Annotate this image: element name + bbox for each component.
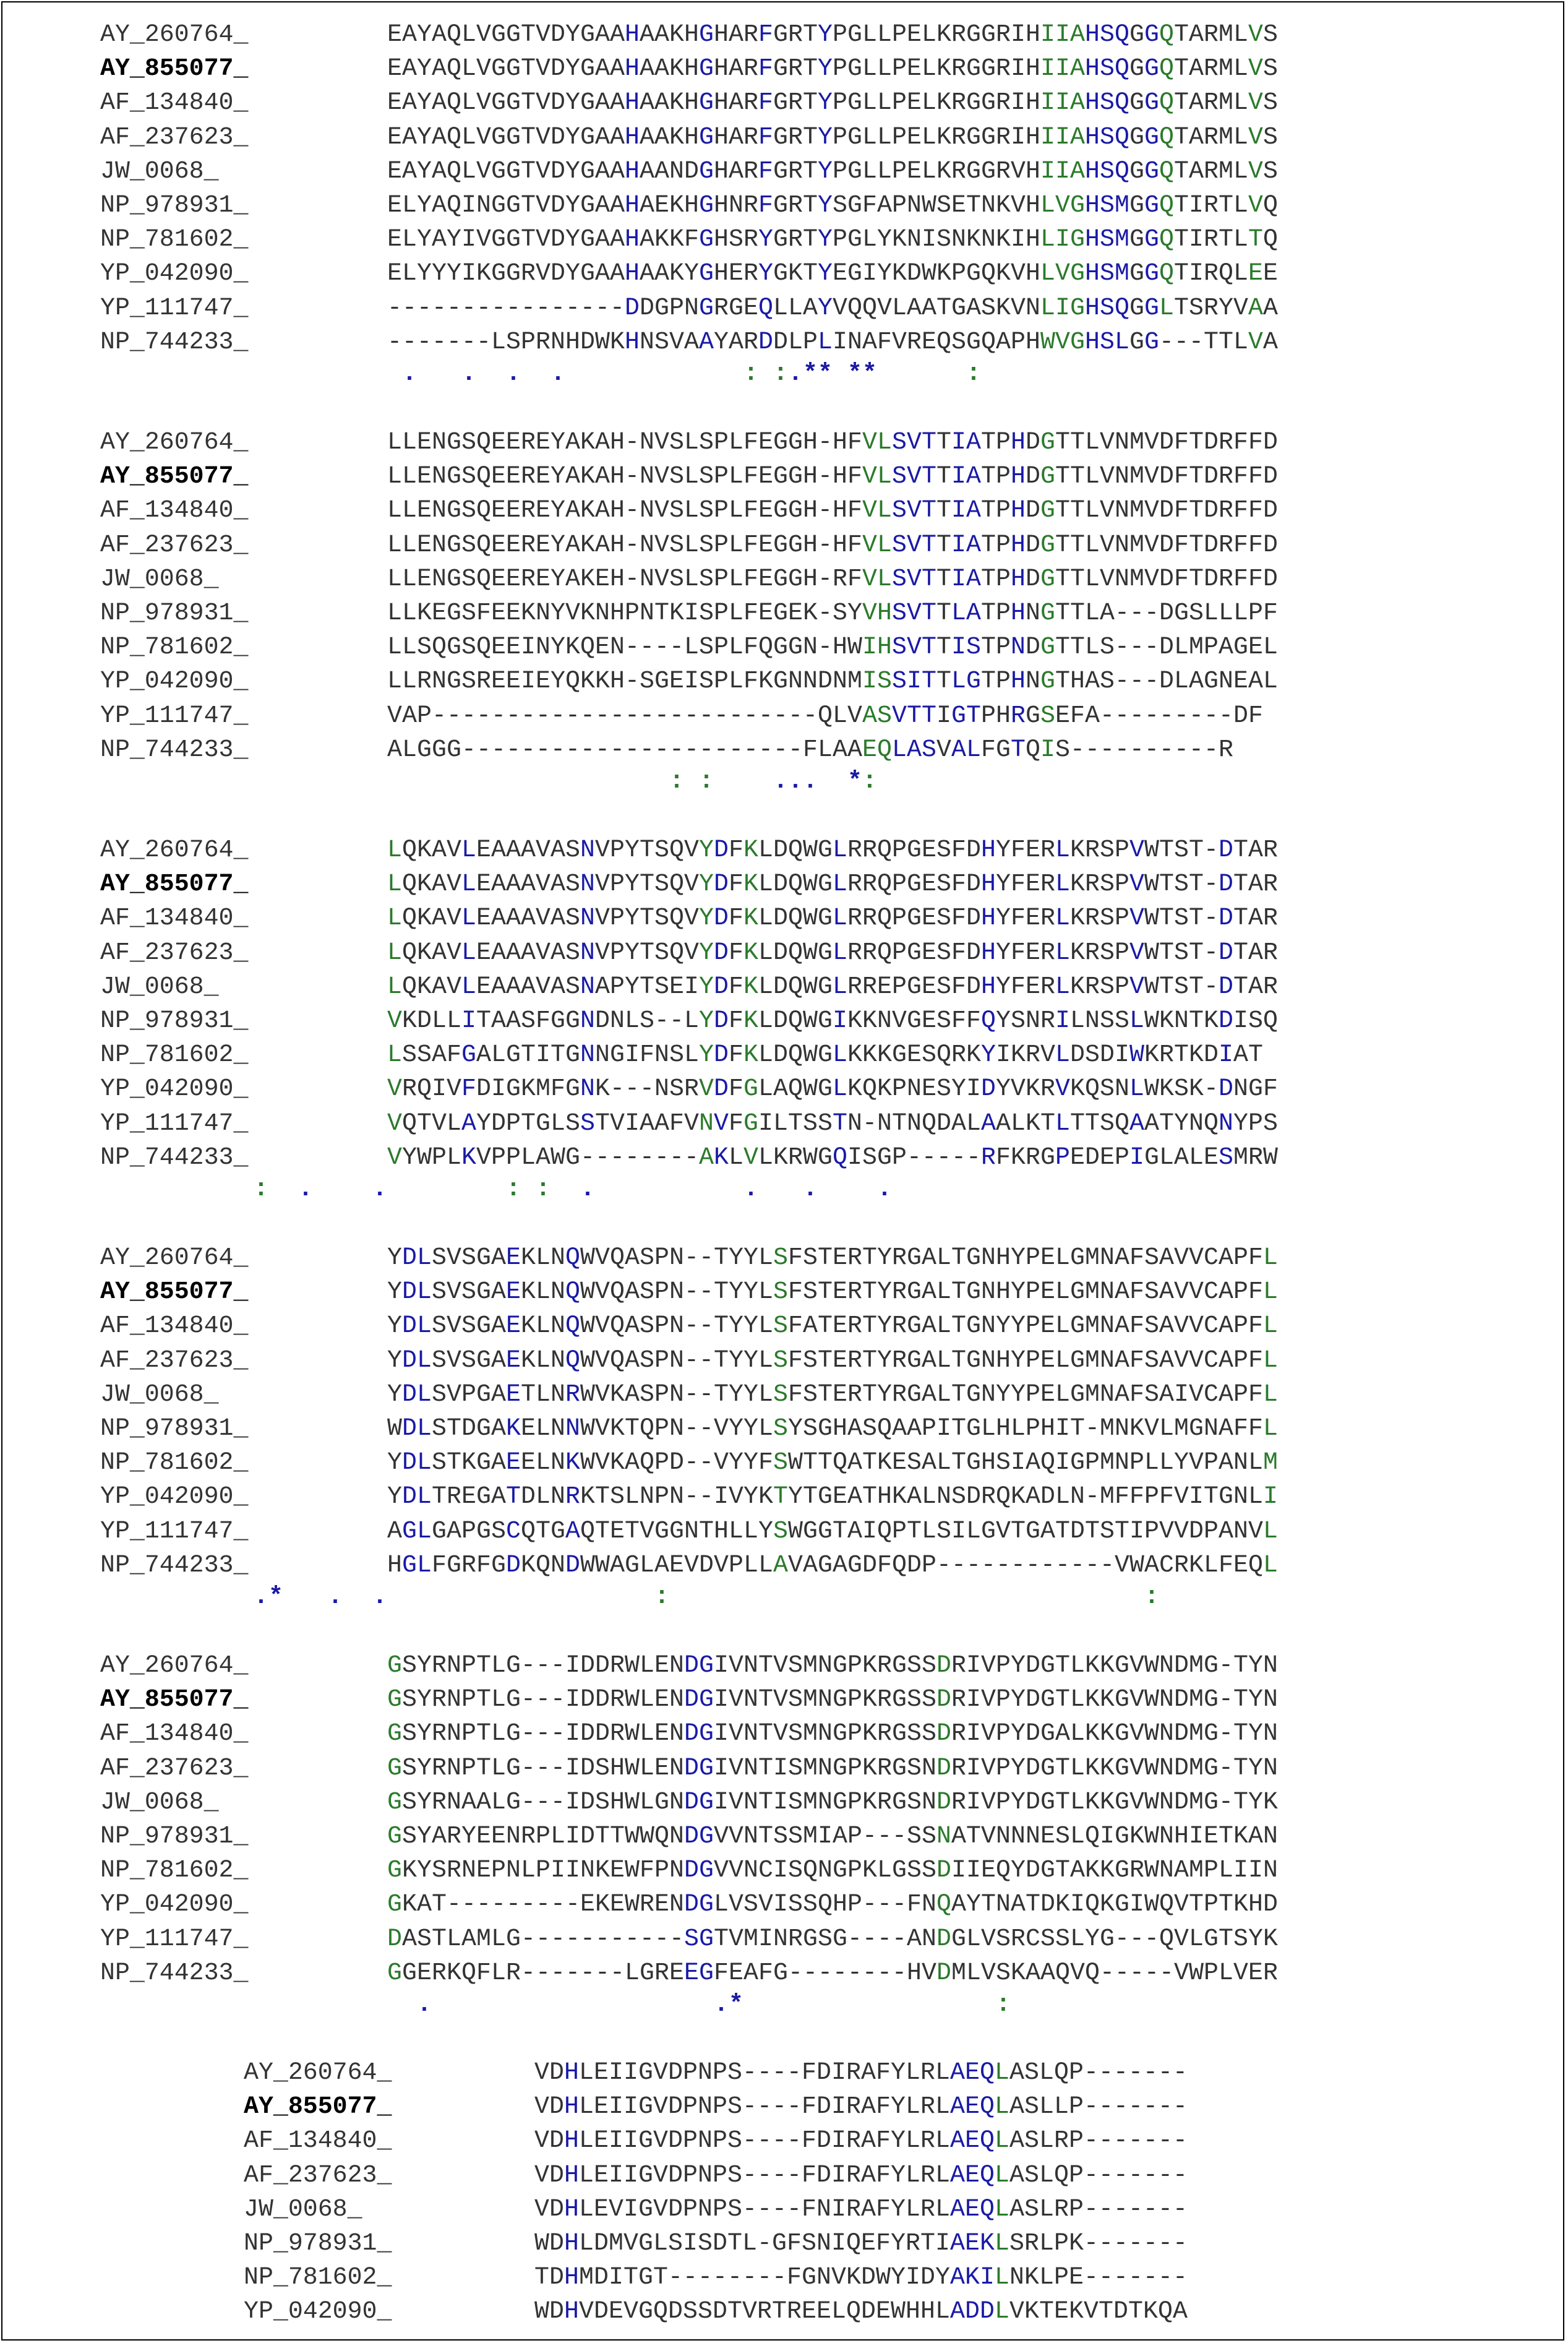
sequence-id: YP_042090_	[100, 1075, 249, 1103]
sequence-residues: LQKAVLEAAAVASNVPYTSQVYDFKLDQWGLRRQPGESFDHYFERLKRSPVWTST-DTAR	[387, 938, 1278, 966]
sequence-row	[2, 1445, 1561, 1480]
sequence-row	[2, 867, 1561, 901]
sequence-residues: GKAT---------EKEWRENDGLVSVISSQHP---FNQAYTNATDKIQKGIWQVTPTKHD	[387, 1890, 1278, 1919]
sequence-id: AY_260764_	[100, 1244, 249, 1271]
sequence-id: NP_781602_	[100, 633, 249, 661]
sequence-row	[2, 1648, 1561, 1683]
sequence-row	[2, 325, 1561, 359]
sequence-residues: LQKAVLEAAAVASNVPYTSQVYDFKLDQWGLRRQPGESFDHYFERLKRSPVWTST-DTAR	[387, 836, 1278, 864]
sequence-residues: -------LSPRNHDWKHNSVAAYARDDLPLINAFVREQSGQAPHWVGHSLGG---TTLVA	[387, 327, 1278, 356]
sequence-id: AY_855077_	[100, 462, 249, 491]
sequence-id: NP_781602_	[244, 2263, 392, 2292]
sequence-id: AF_134840_	[100, 496, 249, 525]
sequence-row	[2, 1887, 1561, 1922]
sequence-row	[2, 833, 1561, 867]
sequence-row	[2, 291, 1561, 325]
sequence-row	[2, 1343, 1561, 1378]
sequence-id: NP_781602_	[100, 1856, 249, 1885]
sequence-id: NP_781602_	[100, 1041, 249, 1069]
sequence-row	[2, 1716, 1561, 1751]
consensus-line: : : ... *:	[669, 767, 877, 795]
sequence-residues: EAYAQLVGGTVDYGAAHAAKHGHARFGRTYPGLLPELKRGGRIHIIAHSQGGQTARMLVS	[387, 20, 1278, 48]
sequence-row	[2, 1038, 1561, 1072]
sequence-residues: LLENGSQEEREYAKAH-NVSLSPLFEGGH-HFVLSVTTIATPHDGTTLVNMVDFTDRFFD	[387, 530, 1278, 559]
sequence-row	[2, 1275, 1561, 1309]
sequence-row	[2, 1140, 1561, 1175]
sequence-row	[2, 2055, 1561, 2090]
sequence-row	[2, 1072, 1561, 1106]
sequence-residues: LLENGSQEEREYAKAH-NVSLSPLFEGGH-HFVLSVTTIATPHDGTTLVNMVDFTDRFFD	[387, 428, 1278, 456]
sequence-id: AY_855077_	[100, 870, 249, 898]
sequence-id: AF_237623_	[100, 1346, 249, 1374]
sequence-residues: GSYRNPTLG---IDSHWLENDGIVNTISMNGPKRGSNDRIVPYDGTLKKGVWNDMG-TYN	[387, 1753, 1278, 1782]
sequence-residues: GSYRNPTLG---IDDRWLENDGIVNTVSMNGPKRGSSDRIVPYDGTLKKGVWNDMG-TYN	[387, 1685, 1278, 1714]
sequence-residues: LLENGSQEEREYAKAH-NVSLSPLFEGGH-HFVLSVTTIATPHDGTTLVNMVDFTDRFFD	[387, 462, 1278, 491]
sequence-id: NP_978931_	[100, 191, 249, 219]
sequence-id: JW_0068_	[100, 157, 219, 185]
sequence-id: YP_111747_	[100, 1924, 249, 1953]
sequence-row	[2, 120, 1561, 155]
sequence-id: NP_781602_	[100, 1448, 249, 1477]
sequence-residues: ELYAYIVGGTVDYGAAHAKKFGHSRYGRTYPGLYKNISNKNKIHLIGHSMGGQTIRTLTQ	[387, 225, 1278, 254]
sequence-row	[2, 733, 1561, 767]
sequence-residues: VDHLEIIGVDPNPS----FDIRAFYLRLAEQLASLQP-------	[534, 2058, 1188, 2086]
sequence-residues: GSYRNPTLG---IDDRWLENDGIVNTVSMNGPKRGSSDRIVPYDGTLKKGVWNDMG-TYN	[387, 1651, 1278, 1679]
consensus-line: .* . . : :	[254, 1583, 1159, 1610]
sequence-residues: YDLSVSGAEKLNQWVQASPN--TYYLSFSTERTYRGALTGNHYPELGMNAFSAVVCAPFL	[387, 1278, 1278, 1306]
sequence-id: NP_781602_	[100, 225, 249, 254]
sequence-row	[2, 1785, 1561, 1820]
sequence-row	[2, 664, 1561, 699]
sequence-row	[2, 425, 1561, 460]
sequence-residues: VQTVLAYDPTGLSSTVIAAFVNVFGILTSSTN-NTNQDALAALKTLTTSQAATYNQNYPS	[387, 1109, 1278, 1137]
sequence-row	[2, 1956, 1561, 1990]
sequence-row	[2, 188, 1561, 223]
sequence-row	[2, 1514, 1561, 1549]
sequence-id: AY_855077_	[100, 1278, 249, 1306]
sequence-row	[2, 2226, 1561, 2261]
sequence-id: YP_042090_	[100, 1890, 249, 1919]
sequence-id: AF_134840_	[100, 904, 249, 932]
sequence-id: YP_111747_	[100, 1109, 249, 1137]
sequence-row	[2, 969, 1561, 1004]
sequence-id: AF_237623_	[100, 530, 249, 559]
sequence-id: YP_042090_	[244, 2297, 392, 2326]
sequence-id: AF_134840_	[100, 1719, 249, 1748]
sequence-id: AY_260764_	[100, 1651, 249, 1679]
sequence-residues: YDLSVSGAEKLNQWVQASPN--TYYLSFATERTYRGALTGNYYPELGMNAFSAVVCAPFL	[387, 1312, 1278, 1340]
sequence-residues: EAYAQLVGGTVDYGAAHAAKHGHARFGRTYPGLLPELKRGGRIHIIAHSQGGQTARMLVS	[387, 54, 1278, 83]
sequence-row	[2, 528, 1561, 562]
sequence-residues: HGLFGRFGDKQNDWWAGLAEVDVPLLAVAGAGDFQDP------------VWACRKLFEQL	[387, 1550, 1278, 1579]
sequence-id: AF_134840_	[244, 2126, 392, 2155]
sequence-residues: VRQIVFDIGKMFGNK---NSRVDFGLAQWGLKQKPNESYIDYVKRVKQSNLWKSK-DNGF	[387, 1075, 1278, 1103]
sequence-id: NP_978931_	[244, 2229, 392, 2257]
sequence-id: JW_0068_	[100, 1787, 219, 1816]
sequence-residues: VDHLEIIGVDPNPS----FDIRAFYLRLAEQLASLQP-------	[534, 2160, 1188, 2189]
sequence-id: AY_855077_	[100, 1685, 249, 1714]
sequence-residues: YDLSTKGAEELNKWVKAQPD--VYYFSWTTQATKESALTGHSIAQIGPMNPLLYVPANLM	[387, 1448, 1278, 1477]
sequence-id: NP_978931_	[100, 1822, 249, 1850]
sequence-residues: LQKAVLEAAAVASNVPYTSQVYDFKLDQWGLRRQPGESFDHYFERLKRSPVWTST-DTAR	[387, 904, 1278, 932]
sequence-residues: EAYAQLVGGTVDYGAAHAAKHGHARFGRTYPGLLPELKRGGRIHIIAHSQGGQTARMLVS	[387, 123, 1278, 151]
sequence-residues: WDLSTDGAKELNNWVKTQPN--VYYLSYSGHASQAAPITGLHLPHIT-MNKVLMGNAFFL	[387, 1414, 1278, 1442]
sequence-residues: LLENGSQEEREYAKEH-NVSLSPLFEGGH-RFVLSVTTIATPHDGTTLVNMVDFTDRFFD	[387, 564, 1278, 593]
sequence-residues: VAP--------------------------QLVASVTTIGTPHRGSEFA---------DF	[387, 701, 1263, 729]
sequence-residues: YDLSVSGAEKLNQWVQASPN--TYYLSFSTERTYRGALTGNHYPELGMNAFSAVVCAPFL	[387, 1346, 1278, 1374]
sequence-residues: VDHLEIIGVDPNPS----FDIRAFYLRLAEQLASLLP-------	[534, 2092, 1188, 2121]
consensus-line: : . . : : . . . .	[254, 1175, 892, 1203]
sequence-row	[2, 1309, 1561, 1343]
sequence-row	[2, 2158, 1561, 2193]
sequence-residues: WDHLDMVGLSISDTL-GFSNIQEFYRTIAEKLSRLPK-------	[534, 2229, 1188, 2257]
sequence-id: NP_978931_	[100, 1007, 249, 1034]
consensus-line: . . . . : :.** ** :	[402, 359, 981, 387]
sequence-row	[2, 1853, 1561, 1888]
sequence-row	[2, 2260, 1561, 2295]
sequence-row	[2, 2089, 1561, 2124]
sequence-residues: ELYAQINGGTVDYGAAHAEKHGHNRFGRTYSGFAPNWSETNKVHLVGHSMGGQTIRTLVQ	[387, 191, 1278, 219]
sequence-residues: VKDLLITAASFGGNDNLS--LYDFKLDQWGIKKNVGESFFQYSNRILNSSLWKNTKDISQ	[387, 1007, 1278, 1034]
sequence-row	[2, 256, 1561, 291]
sequence-id: NP_978931_	[100, 599, 249, 627]
sequence-residues: ----------------DDGPNGRGEQLLAYVQQVLAATGASKVNLIGHSQGGLTSRYVAA	[387, 293, 1278, 322]
sequence-residues: GSYRNAALG---IDSHWLGNDGIVNTISMNGPKRGSNDRIVPYDGTLKKGVWNDMG-TYK	[387, 1787, 1278, 1816]
sequence-row	[2, 562, 1561, 596]
sequence-id: YP_042090_	[100, 1482, 249, 1511]
alignment-figure	[1, 1, 1564, 2341]
sequence-row	[2, 51, 1561, 86]
sequence-id: NP_744233_	[100, 1550, 249, 1579]
sequence-residues: LQKAVLEAAAVASNVPYTSQVYDFKLDQWGLRRQPGESFDHYFERLKRSPVWTST-DTAR	[387, 870, 1278, 898]
sequence-residues: VDHLEVIGVDPNPS----FNIRAFYLRLAEQLASLRP-------	[534, 2195, 1188, 2223]
sequence-id: JW_0068_	[100, 1380, 219, 1408]
sequence-row	[2, 596, 1561, 630]
sequence-residues: LLSQGSQEEINYKQEN----LSPLFQGGN-HWIHSVTTISTPNDGTTLS---DLMPAGEL	[387, 633, 1278, 661]
sequence-residues: EAYAQLVGGTVDYGAAHAAKHGHARFGRTYPGLLPELKRGGRIHIIAHSQGGQTARMLVS	[387, 88, 1278, 117]
sequence-row	[2, 630, 1561, 664]
sequence-residues: LLENGSQEEREYAKAH-NVSLSPLFEGGH-HFVLSVTTIATPHDGTTLVNMVDFTDRFFD	[387, 496, 1278, 525]
sequence-id: JW_0068_	[244, 2195, 362, 2223]
sequence-id: AY_260764_	[100, 836, 249, 864]
sequence-residues: LSSAFGALGTITGNNGIFNSLYDFKLDQWGLKKKGESQRKYIKRVLDSDIWKRTKDIAT	[387, 1041, 1263, 1069]
sequence-row	[2, 17, 1561, 52]
sequence-id: YP_111747_	[100, 1516, 249, 1545]
sequence-residues: GSYRNPTLG---IDDRWLENDGIVNTVSMNGPKRGSSDRIVPYDGALKKGVWNDMG-TYN	[387, 1719, 1278, 1748]
sequence-id: YP_042090_	[100, 259, 249, 288]
sequence-residues: DASTLAMLG-----------SGTVMINRGSG----ANDGLVSRCSSLYG---QVLGTSYK	[387, 1924, 1278, 1953]
sequence-residues: YDLSVPGAETLNRWVKASPN--TYYLSFSTERTYRGALTGNYYPELGMNAFSAIVCAPFL	[387, 1380, 1278, 1408]
sequence-residues: VDHLEIIGVDPNPS----FDIRAFYLRLAEQLASLRP-------	[534, 2126, 1188, 2155]
sequence-residues: EAYAQLVGGTVDYGAAHAANDGHARFGRTYPGLLPELKRGGRVHIIAHSQGGQTARMLVS	[387, 157, 1278, 185]
sequence-row	[2, 85, 1561, 120]
sequence-id: JW_0068_	[100, 972, 219, 1000]
sequence-residues: GKYSRNEPNLPIINKEWFPNDGVVNCISQNGPKLGSSDIIEQYDGTAKKGRWNAMPLIIN	[387, 1856, 1278, 1885]
sequence-row	[2, 699, 1561, 733]
sequence-row	[2, 1819, 1561, 1854]
sequence-residues: AGLGAPGSCQTGAQTETVGGNTHLLYSWGGTAIQPTLSILGVTGATDTSTIPVVDPANVL	[387, 1516, 1278, 1545]
sequence-id: AY_260764_	[100, 428, 249, 456]
sequence-id: AY_260764_	[100, 20, 249, 48]
sequence-row	[2, 2192, 1561, 2227]
sequence-id: NP_744233_	[100, 1958, 249, 1987]
sequence-residues: LQKAVLEAAAVASNAPYTSEIYDFKLDQWGLRREPGESFDHYFERLKRSPVWTST-DTAR	[387, 972, 1278, 1000]
sequence-row	[2, 1004, 1561, 1038]
sequence-id: NP_744233_	[100, 327, 249, 356]
sequence-id: NP_978931_	[100, 1414, 249, 1442]
sequence-id: AF_237623_	[100, 1753, 249, 1782]
sequence-residues: YDLSVSGAEKLNQWVQASPN--TYYLSFSTERTYRGALTGNHYPELGMNAFSAVVCAPFL	[387, 1244, 1278, 1271]
sequence-residues: WDHVDEVGQDSSDTVRTREELQDEWHHLADDLVKTEKVTDTKQA	[534, 2297, 1188, 2326]
sequence-row	[2, 222, 1561, 257]
sequence-residues: GSYARYEENRPLIDTTWWQNDGVVNTSSMIAP---SSNATVNNNESLQIGKWNHIETKAN	[387, 1822, 1278, 1850]
sequence-residues: TDHMDITGT--------FGNVKDWYIDYAKILNKLPE-------	[534, 2263, 1188, 2292]
sequence-row	[2, 935, 1561, 970]
sequence-id: AY_260764_	[244, 2058, 392, 2086]
consensus-line: . .* :	[417, 1990, 1011, 2018]
sequence-row	[2, 1240, 1561, 1275]
sequence-residues: GGERKQFLR-------LGREEGFEAFG--------HVDMLVSKAAQVQ-----VWPLVER	[387, 1958, 1278, 1987]
sequence-row	[2, 1411, 1561, 1446]
sequence-residues: VYWPLKVPPLAWG--------AKLVLKRWGQISGP-----RFKRGPEDEPIGLALESMRW	[387, 1143, 1278, 1171]
sequence-row	[2, 901, 1561, 935]
sequence-row	[2, 1479, 1561, 1514]
sequence-id: AF_134840_	[100, 1312, 249, 1340]
sequence-id: AF_237623_	[100, 938, 249, 966]
sequence-id: YP_111747_	[100, 293, 249, 322]
sequence-residues: LLRNGSREEIEYQKKH-SGEISPLFKGNNDNMISSITTLGTPHNGTHAS---DLAGNEAL	[387, 667, 1278, 695]
sequence-id: AF_237623_	[100, 123, 249, 151]
sequence-id: NP_744233_	[100, 735, 249, 763]
sequence-id: JW_0068_	[100, 564, 219, 593]
sequence-row	[2, 154, 1561, 189]
sequence-id: AY_855077_	[100, 54, 249, 83]
sequence-row	[2, 1548, 1561, 1583]
sequence-id: AY_855077_	[244, 2092, 392, 2121]
sequence-row	[2, 1922, 1561, 1956]
sequence-id: AF_134840_	[100, 88, 249, 117]
sequence-residues: LLKEGSFEEKNYVKNHPNTKISPLFEGEK-SYVHSVTTLATPHNGTTLA---DGSLLLPF	[387, 599, 1278, 627]
sequence-row	[2, 493, 1561, 528]
sequence-row	[2, 1682, 1561, 1717]
sequence-residues: YDLTREGATDLNRKTSLNPN--IVYKTYTGEATHKALNSDRQKADLN-MFFPFVITGNLI	[387, 1482, 1278, 1511]
sequence-row	[2, 2123, 1561, 2158]
sequence-row	[2, 1377, 1561, 1412]
sequence-id: YP_042090_	[100, 667, 249, 695]
sequence-id: YP_111747_	[100, 701, 249, 729]
sequence-row	[2, 1106, 1561, 1141]
sequence-residues: ELYYYIKGGRVDYGAAHAAKYGHERYGKTYEGIYKDWKPGQKVHLVGHSMGGQTIRQLEE	[387, 259, 1278, 288]
sequence-row	[2, 1751, 1561, 1786]
sequence-residues: ALGGG-----------------------FLAAEQLASVALFGTQIS----------R	[387, 735, 1233, 763]
sequence-row	[2, 459, 1561, 494]
sequence-row	[2, 2294, 1561, 2329]
sequence-id: NP_744233_	[100, 1143, 249, 1171]
sequence-id: AF_237623_	[244, 2160, 392, 2189]
